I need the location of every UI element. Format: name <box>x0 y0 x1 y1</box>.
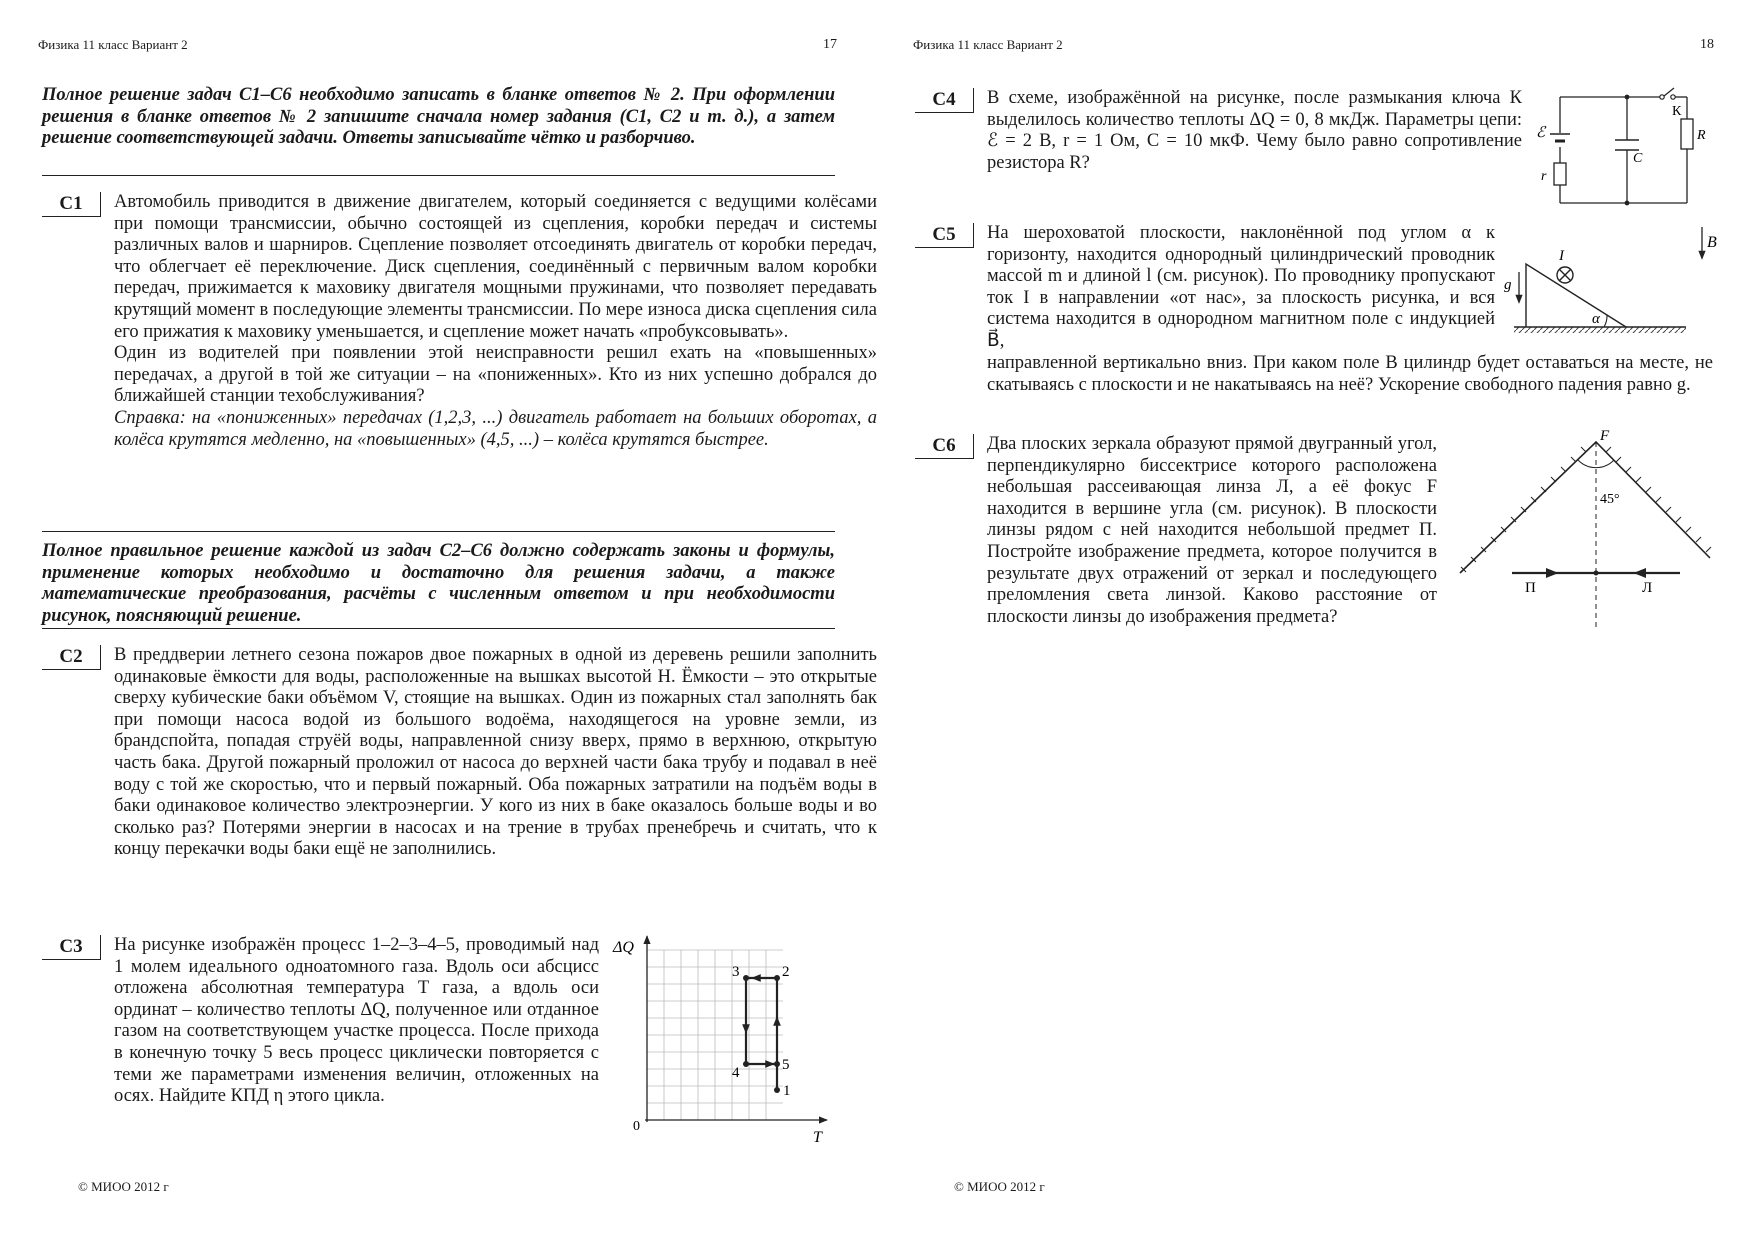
divider <box>42 175 835 176</box>
task-label: С2 <box>42 645 101 670</box>
divider <box>42 531 835 532</box>
c3-dq-t-graph <box>605 930 835 1145</box>
task-paragraph: Один из водителей при появлении этой неисправности решил ехать на «повышенных» передачах, а другой в той же ситуации – на «пониженных». Кто из них успешно добрался до ближайшей станции техобслуживания? <box>114 343 877 407</box>
point-label: 2 <box>782 964 790 980</box>
direction-arrows <box>746 978 777 1064</box>
task-text: На рисунке изображён процесс 1–2–3–4–5, проводимый над 1 молем идеального одноатомного газа. Вдоль оси абсцисс отложена абсолютная температура T газа, а вдоль оси ординат – количество теплоты ΔQ, полученное или отданное газом на соответствующем участке процесса. После прихода в конечную точку 5 весь процесс циклически повторяется с теми же параметрами изменения величин, отложенных на осях. Найдите КПД η этого цикла. <box>114 935 599 1107</box>
object-label: П <box>1525 580 1536 596</box>
reference-note: Справка: на «пониженных» передачах (1,2,3, ...) двигатель работает на больших оборотах, а колёса крутятся медленно, на «повышенных» (4,5, ...) – колёса крутятся быстрее. <box>114 407 877 450</box>
copyright-footer: © МИОО 2012 г <box>954 1179 1045 1194</box>
resistor-label: R <box>1697 128 1706 143</box>
running-header: Физика 11 класс Вариант 2 <box>38 37 188 52</box>
process-points <box>743 975 780 1093</box>
divider <box>42 628 835 629</box>
task-text: В преддверии летнего сезона пожаров двое пожарных в одной из деревень решили заполнить одинаковые ёмкости для воды, расположенные на вышках высотой H. Ёмкости – это открытые сверху кубические баки объёмом V, стоящие на вышках. Один из пожарных стал заполнять бак при помощи насоса водой из большого водоёма, находящегося на уровне земли, из брандспойта, попадая струёй воды, направленной снизу вверх, прямо в верхнюю, открытую часть бака. Другой пожарный проложил от насоса до верхней части бака трубу и подавал в неё воду с той же скоростью, что и первый пожарный. Оба пожарных затратили на подъём воды в баки одинаковое количество электроэнергии. У кого из них в баке оказалось больше воды и во сколько раз? Потерями энергии в насосах и на трение в трубах пренебречь и считать, что к концу перекачки воды баки ещё не заполнились. <box>114 645 877 860</box>
task-text: Два плоских зеркала образуют прямой двугранный угол, перпендикулярно биссектрисе которого расположена небольшая рассеивающая линза Л, а её фокус F находится в вершине угла (см. рисунок). В плоскости линзы рядом с ней находится небольшой предмет П. Постройте изображение предмета, которое получится в результате двух отражений от зеркал и последующего преломления света линзой. Каково расстояние от плоскости линзы до изображения предмета? <box>987 434 1437 627</box>
task-label: С4 <box>915 88 974 113</box>
instructions-notice: Полное решение задач С1–С6 необходимо записать в бланке ответов № 2. При оформлении решения в бланке ответов № 2 запишите сначала номер задания (С1, С2 и т. д.), а затем решение соответствующей задачи. Ответы записывайте чётко и разборчиво. <box>42 85 835 148</box>
current-label: I <box>1559 248 1564 264</box>
emf-label: ℰ <box>1536 125 1546 141</box>
key-label: К <box>1672 104 1682 119</box>
point-label: 4 <box>732 1065 740 1081</box>
requirements-notice: Полное правильное решение каждой из задач С2–С6 должно содержать законы и формулы, применение которых необходимо и достаточно для решения задачи, а также математические преобразования, расчёты с численным ответом и при необходимости рисунок, поясняющий решение. <box>42 541 835 626</box>
incline <box>1526 264 1626 327</box>
task-label: С5 <box>915 223 974 248</box>
ground-hatching <box>1514 327 1686 333</box>
point-label: 1 <box>783 1083 791 1099</box>
task-text: На шероховатой плоскости, наклонённой под углом α к горизонту, находится однородный цилиндрический проводник массой m и длиной l (см. рисунок). По проводнику пропускают ток I в направлении «от нас», за плоскость рисунка, и вся система находится в однородном магнитном поле с индукцией B⃗, <box>987 223 1495 351</box>
task-text: направленной вертикально вниз. При каком поле B цилиндр будет оставаться на месте, не скатываясь с плоскости и не накатываясь на неё? Ускорение свободного падения равно g. <box>987 353 1713 395</box>
task-text <box>114 192 877 451</box>
lens-label: Л <box>1642 580 1653 596</box>
origin-label: 0 <box>633 1119 640 1134</box>
x-axis-label: T <box>813 1129 822 1146</box>
switch-key <box>1660 88 1675 99</box>
task-label: С3 <box>42 935 101 960</box>
conductor-current-into-page <box>1557 267 1573 283</box>
point-label: 5 <box>782 1057 790 1073</box>
angle-label: α <box>1592 311 1600 327</box>
cycle-path <box>746 978 777 1090</box>
c4-circuit-diagram <box>1532 85 1712 210</box>
point-label: 3 <box>732 964 740 980</box>
copyright-footer: © МИОО 2012 г <box>78 1179 169 1194</box>
y-axis-label: ΔQ <box>613 939 634 956</box>
task-text: В схеме, изображённой на рисунке, после размыкания ключа К выделилось количество теплоты ΔQ = 0, 8 мкДж. Параметры цепи: ℰ = 2 В, r = 1 Ом, С = 10 мкФ. Чему было равно сопротивление резистора R? <box>987 88 1522 173</box>
capacitor <box>1615 140 1639 150</box>
lens-center <box>1594 571 1599 576</box>
resistor-r <box>1681 119 1693 149</box>
internal-resistance <box>1554 163 1566 185</box>
right-page <box>877 0 1754 1239</box>
running-header: Физика 11 класс Вариант 2 <box>913 37 1063 52</box>
page-number: 18 <box>1700 37 1714 52</box>
page-number: 17 <box>823 37 837 52</box>
task-paragraph: Автомобиль приводится в движение двигателем, который соединяется с ведущими колёсами при помощи трансмиссии, обычно состоящей из сцепления, коробки передач и системы различных валов и шарниров. Сцепление позволяет отсоединять двигатель от коробки передач, что облегчает её переключение. Диск сцепления, соединённый с первичным валом коробки передач, прижимается к маховику двигателя мощными пружинами, что позволяет передавать крутящий момент в последующие элементы трансмиссии. По мере износа диска сцепления сила его прижатия к маховику уменьшается, и сцепление может начать «пробуксовывать». <box>114 192 877 342</box>
r-label: r <box>1541 169 1547 184</box>
c6-mirrors-diagram <box>1452 430 1712 630</box>
c5-incline-diagram <box>1504 222 1730 337</box>
focus-label: F <box>1600 428 1610 444</box>
c-label: C <box>1633 151 1643 166</box>
battery <box>1550 134 1570 141</box>
grid <box>647 950 783 1120</box>
gravity-label: g⃗ <box>1504 277 1524 293</box>
task-label: С6 <box>915 434 974 459</box>
angle-label: 45° <box>1600 492 1620 507</box>
field-label: B⃗ <box>1707 234 1730 251</box>
angle-arc <box>1604 315 1607 327</box>
mirrors <box>1460 442 1710 573</box>
task-label: С1 <box>42 192 101 217</box>
